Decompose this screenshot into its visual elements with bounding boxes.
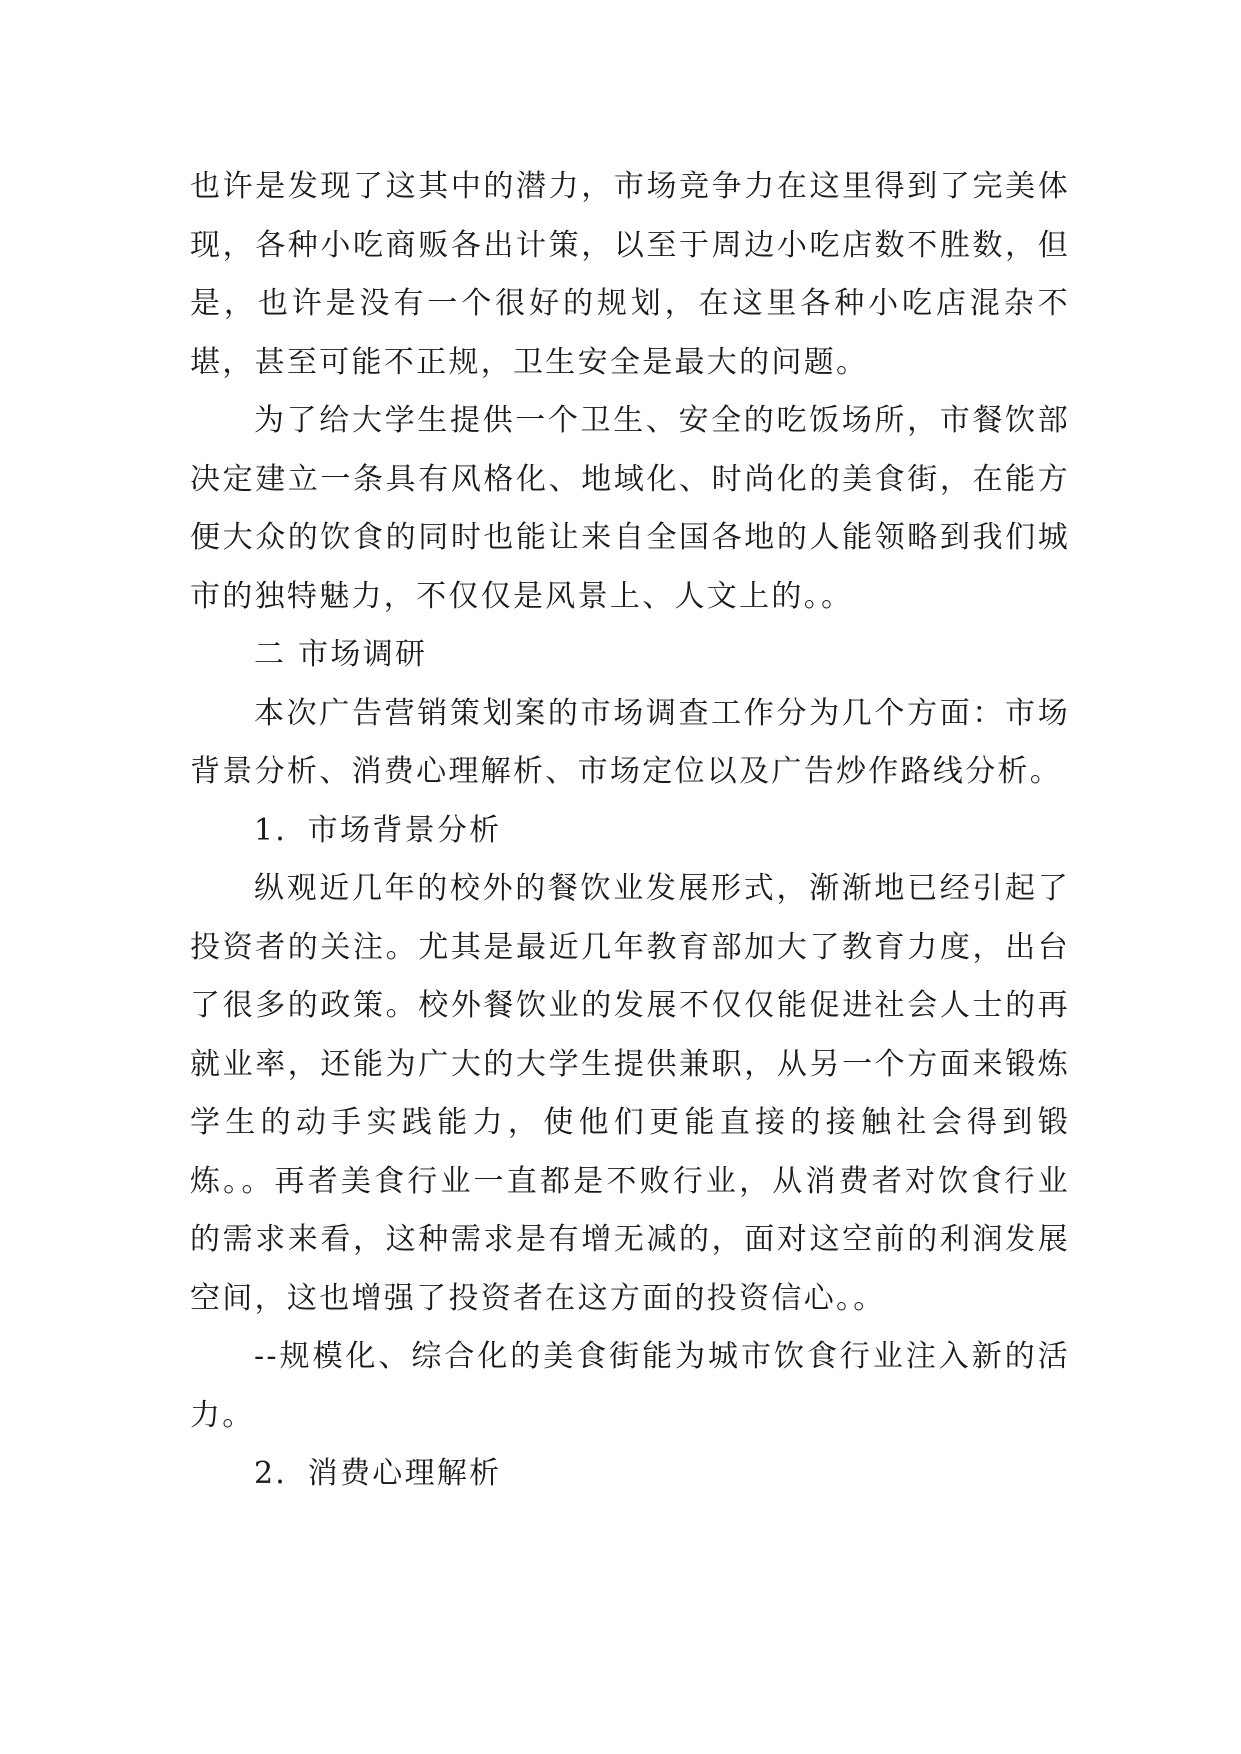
paragraph-food-street-plan: 为了给大学生提供一个卫生、安全的吃饭场所，市餐饮部决定建立一条具有风格化、地域化、时尚化的美食街，在能方便大众的饮食的同时也能让来自全国各地的人能领略到我们城市的独特魅力，不仅仅是风景上、人文上的。。 <box>190 403 1070 614</box>
subheading-consumer-psychology: 2．消费心理解析 <box>254 1456 502 1491</box>
section-heading-market-research: 二 市场调研 <box>254 637 428 672</box>
paragraph-market-background: 纵观近几年的校外的餐饮业发展形式，渐渐地已经引起了投资者的关注。尤其是最近几年教育部加大了教育力度，出台了很多的政策。校外餐饮业的发展不仅仅能促进社会人士的再就业率，还能为广大的大学生提供兼职，从另一个方面来锻炼学生的动手实践能力，使他们更能直接的接触社会得到锻炼。。再者美食行业一直都是不败行业，从消费者对饮食行业的需求来看，这种需求是有增无减的，面对这空前的利润发展空间，这也增强了投资者在这方面的投资信心。。 <box>190 871 1070 1316</box>
paragraph-scale-integration: --规模化、综合化的美食街能为城市饮食行业注入新的活力。 <box>190 1339 1070 1433</box>
subheading-market-background: 1．市场背景分析 <box>254 812 502 848</box>
paragraph-research-overview: 本次广告营销策划案的市场调查工作分为几个方面：市场背景分析、消费心理解析、市场定位以及广告炒作路线分析。 <box>190 695 1070 789</box>
document-body <box>190 158 1070 1504</box>
paragraph-continuation: 也许是发现了这其中的潜力，市场竞争力在这里得到了完美体现，各种小吃商贩各出计策，以至于周边小吃店数不胜数，但是，也许是没有一个很好的规划，在这里各种小吃店混杂不堪，甚至可能不正规，卫生安全是最大的问题。 <box>190 169 1070 380</box>
